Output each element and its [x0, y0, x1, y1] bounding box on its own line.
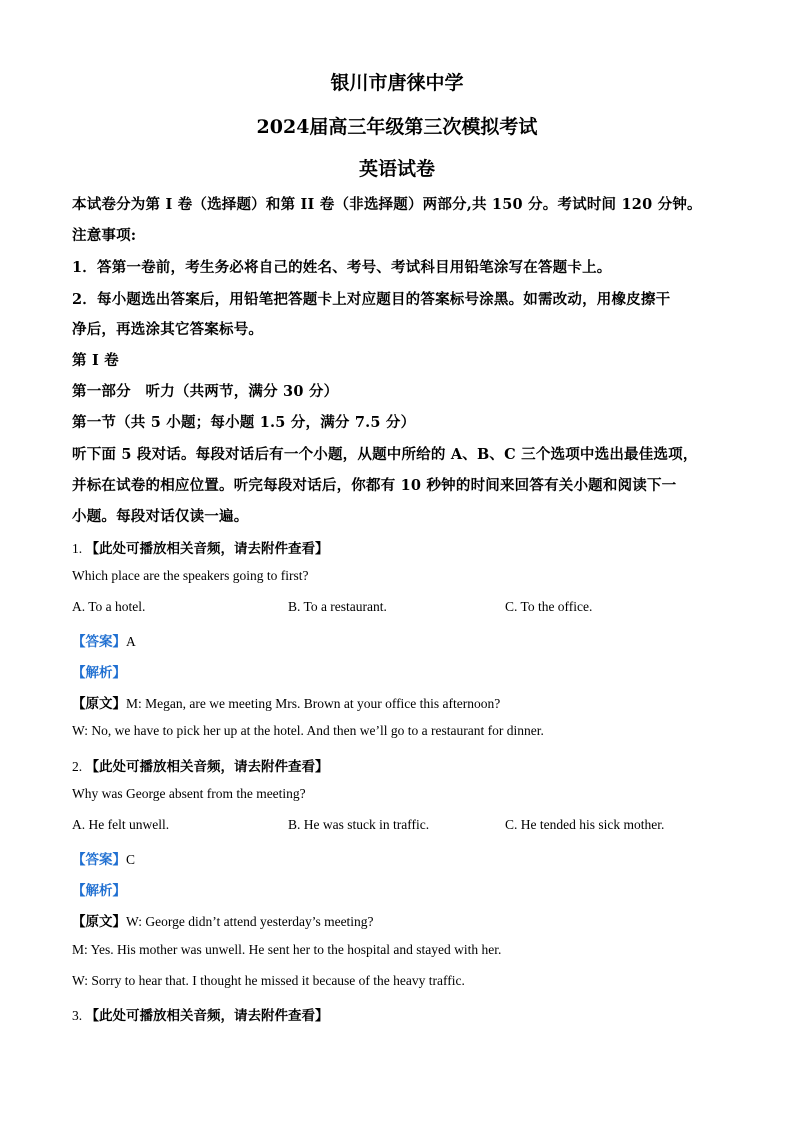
directions-a: 听下面 5 段对话。每段对话后有一个小题，从题中所给的 A、B、C 三个选项中选出最佳选项，	[72, 446, 698, 463]
intro-line: 本试卷分为第 I 卷（选择题）和第 II 卷（非选择题）两部分,共 150 分。考试时间 120 分钟。	[72, 196, 702, 213]
part-1-heading: 第一部分 听力（共两节，满分 30 分）	[72, 383, 339, 400]
q2-transcript-line-1	[72, 910, 374, 930]
original-tag: 【原文】	[72, 696, 126, 712]
question-number: 3.	[72, 1008, 83, 1023]
question-1-audio[interactable]	[72, 537, 329, 557]
q2-option-c: C. He tended his sick mother.	[505, 817, 665, 832]
answer-value: A	[126, 634, 136, 649]
q1-answer	[72, 630, 136, 650]
answer-tag: 【答案】	[72, 852, 126, 868]
analysis-tag: 【解析】	[72, 665, 126, 681]
directions-c: 小题。每段对话仅读一遍。	[72, 508, 249, 525]
q1-transcript-line-1	[72, 692, 500, 712]
volume-label: 第 I 卷	[72, 352, 119, 369]
subject-title: 英语试卷	[358, 158, 435, 180]
question-1-text: Which place are the speakers going to first?	[72, 568, 309, 583]
note-2a: 2．每小题选出答案后，用铅笔把答题卡上对应题目的答案标号涂黑。如需改动，用橡皮擦干	[72, 291, 671, 308]
section-1-heading: 第一节（共 5 小题；每小题 1.5 分，满分 7.5 分）	[72, 414, 416, 431]
transcript-text: W: George didn’t attend yesterday’s meeting?	[126, 914, 374, 929]
q2-option-b: B. He was stuck in traffic.	[288, 817, 430, 832]
q2-analysis	[72, 879, 126, 899]
question-number: 2.	[72, 759, 83, 774]
q1-option-a: A. To a hotel.	[72, 599, 146, 614]
audio-placeholder: 【此处可播放相关音频，请去附件查看】	[85, 759, 329, 775]
question-2-text: Why was George absent from the meeting?	[72, 786, 306, 801]
q1-option-c: C. To the office.	[505, 599, 593, 614]
q2-transcript-line-3: W: Sorry to hear that. I thought he missed it because of the heavy traffic.	[72, 973, 465, 988]
q2-transcript-line-2: M: Yes. His mother was unwell. He sent her to the hospital and stayed with her.	[72, 942, 502, 957]
school-title: 银川市唐徕中学	[330, 72, 464, 94]
note-1: 1．答第一卷前，考生务必将自己的姓名、考号、考试科目用铅笔涂写在答题卡上。	[72, 259, 612, 276]
q1-analysis	[72, 661, 126, 681]
audio-placeholder: 【此处可播放相关音频，请去附件查看】	[85, 541, 329, 557]
directions-b: 并标在试卷的相应位置。听完每段对话后，你都有 10 秒钟的时间来回答有关小题和阅读下一	[72, 477, 677, 494]
original-tag: 【原文】	[72, 914, 126, 930]
notice-title: 注意事项:	[72, 227, 137, 244]
answer-value: C	[126, 852, 136, 867]
answer-tag: 【答案】	[72, 634, 126, 650]
transcript-text: M: Megan, are we meeting Mrs. Brown at your office this afternoon?	[126, 696, 501, 711]
q1-transcript-line-2: W: No, we have to pick her up at the hotel. And then we’ll go to a restaurant for dinner.	[72, 723, 544, 738]
q2-answer	[72, 848, 135, 868]
note-2b: 净后，再选涂其它答案标号。	[72, 321, 264, 338]
analysis-tag: 【解析】	[72, 883, 126, 899]
question-3-audio[interactable]	[72, 1004, 329, 1024]
q2-option-a: A. He felt unwell.	[72, 817, 170, 832]
exam-title: 2024届高三年级第三次模拟考试	[256, 116, 538, 138]
question-2-audio[interactable]	[72, 755, 329, 775]
audio-placeholder: 【此处可播放相关音频，请去附件查看】	[85, 1008, 329, 1024]
question-number: 1.	[72, 541, 83, 556]
q1-option-b: B. To a restaurant.	[288, 599, 387, 614]
